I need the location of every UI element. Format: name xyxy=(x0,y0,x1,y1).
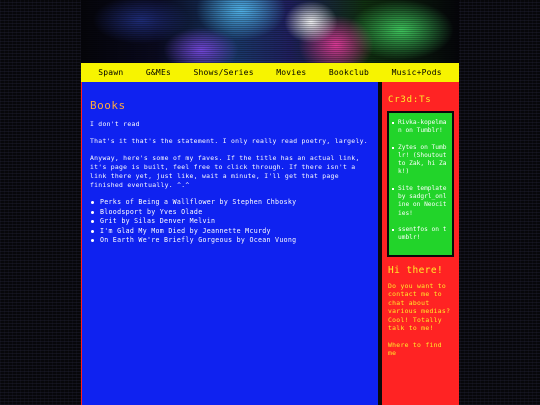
book-list-item[interactable]: Grit by Silas Denver Melvin xyxy=(90,217,371,227)
credit-item[interactable]: ssentfos on tumblr! xyxy=(392,226,449,243)
nav-link-shows-series[interactable]: Shows/Series xyxy=(193,68,254,77)
top-nav xyxy=(81,63,459,82)
statement-paragraph: That's it that's the statement. I only really read poetry, largely. xyxy=(90,137,368,145)
credit-item[interactable]: Site template by sadgrl_online on Neocities! xyxy=(392,185,449,218)
credit-item[interactable]: Zytes on Tumblr! (Shoutout to Zak, hi Zak!) xyxy=(392,144,449,177)
book-list-item[interactable]: Bloodsport by Yves Olade xyxy=(90,208,371,218)
credit-item[interactable]: Rivka-kopelman on Tumblr! xyxy=(392,119,449,136)
sidebar xyxy=(378,82,459,405)
credits-heading: Cr3d:Ts xyxy=(388,95,432,105)
nav-link-movies[interactable]: Movies xyxy=(276,68,307,77)
main-content xyxy=(81,82,378,405)
book-list-item[interactable]: On Earth We're Briefly Gorgeous by Ocean Vuong xyxy=(90,236,371,246)
nav-link-games[interactable]: G&MEs xyxy=(145,68,171,77)
page-title: Books xyxy=(90,99,126,112)
contact-text: Do you want to contact me to chat about various medias? Cool! Totally talk to me! xyxy=(388,281,451,333)
intro-paragraph: I don't read xyxy=(90,120,140,128)
nav-link-spawn[interactable]: Spawn xyxy=(98,68,124,77)
hi-there-heading: Hi there! xyxy=(388,264,444,276)
find-me-text: Where to find me xyxy=(388,340,442,358)
nav-link-bookclub[interactable]: Bookclub xyxy=(328,68,370,77)
book-list-item[interactable]: I'm Glad My Mom Died by Jeannette Mcurdy xyxy=(90,227,371,237)
book-list xyxy=(90,198,371,246)
nav-link-music-pods[interactable]: Music+Pods xyxy=(391,68,442,77)
book-list-item[interactable]: Perks of Being a Wallflower by Stephen Chbosky xyxy=(90,198,371,208)
header-banner-image xyxy=(81,0,459,63)
faves-paragraph: Anyway, here's some of my faves. If the title has an actual link, it's page is built, feel free to click through. If there isn't a link there yet, just like, wait a minute, I'll get that page finished eventually. ^.^ xyxy=(90,154,360,189)
credits-box xyxy=(387,111,454,257)
